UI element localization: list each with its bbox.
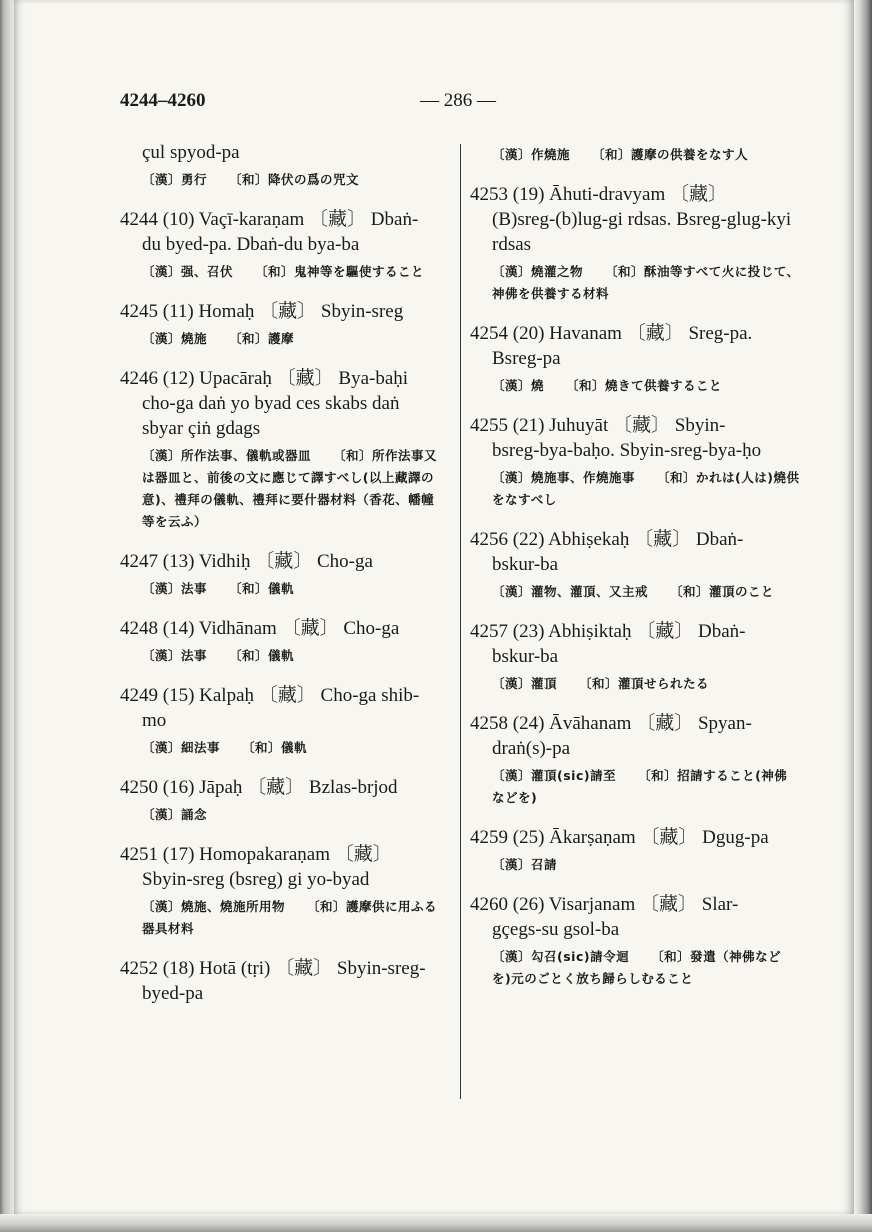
entry-headword: 4255 (21) Juhuyāt 〔藏〕 Sbyin- [470, 415, 726, 436]
entry-headword: 4245 (11) Homaḥ 〔藏〕 Sbyin-sreg [120, 301, 404, 322]
han-gloss: 燒施、燒施所用物 [181, 899, 286, 914]
entry-gloss [120, 445, 440, 533]
wa-tag: 〔和〕 [605, 264, 645, 279]
wa-gloss: かれは(人は)燒供をなすべし [492, 470, 800, 507]
dictionary-entry [470, 892, 800, 990]
entry-headword: 4246 (12) Upacāraḥ 〔藏〕 Bya-baḥi [120, 368, 409, 389]
han-gloss: 勾召(sic)請令迴 [531, 949, 630, 964]
dictionary-entry [470, 321, 800, 397]
han-tag: 〔漢〕 [492, 470, 532, 485]
entry-headword: 4248 (14) Vidhānam 〔藏〕 Cho-ga [120, 618, 400, 639]
dictionary-entry [120, 683, 440, 759]
entry-continuation: Sbyin-sreg (bsreg) gi yo-byad [142, 869, 370, 890]
entry-continuation: mo [142, 710, 167, 731]
entry-continuation: bskur-ba [492, 554, 559, 575]
wa-gloss: 護摩供に用ふる器具材料 [142, 899, 438, 936]
han-gloss: 强、召伏 [181, 264, 234, 279]
entry-headword: 4257 (23) Abhiṣiktaḥ 〔藏〕 Dbaṅ- [470, 621, 746, 642]
han-tag: 〔漢〕 [142, 648, 182, 663]
entry-gloss [120, 896, 440, 940]
han-tag: 〔漢〕 [142, 740, 182, 755]
dictionary-entry [120, 842, 440, 940]
han-tag: 〔漢〕 [142, 172, 182, 187]
entry-headword: 4249 (15) Kalpaḥ 〔藏〕 Cho-ga shib- [120, 685, 420, 706]
left-column [120, 140, 440, 1022]
entry-gloss [470, 467, 800, 511]
dictionary-entry [470, 182, 800, 305]
han-tag: 〔漢〕 [492, 676, 532, 691]
han-tag: 〔漢〕 [142, 331, 182, 346]
wa-gloss: 灌頂のこと [709, 584, 775, 599]
han-tag: 〔漢〕 [492, 264, 532, 279]
entry-gloss [120, 328, 440, 350]
entry-headword: 4247 (13) Vidhiḥ 〔藏〕 Cho-ga [120, 551, 373, 572]
wa-gloss: 降伏の爲の咒文 [268, 172, 360, 187]
han-gloss: 細法事 [181, 740, 221, 755]
wa-tag: 〔和〕 [229, 581, 269, 596]
entry-gloss [470, 854, 800, 876]
han-tag: 〔漢〕 [142, 264, 182, 279]
han-gloss: 灌物、灌頂、又主戒 [531, 584, 649, 599]
dictionary-entry [470, 413, 800, 511]
entry-continuation: cho-ga daṅ yo byad ces skabs daṅ sbyar çiṅ gdags [142, 393, 400, 439]
page-header [120, 90, 750, 120]
entry-continuation: byed-pa [142, 983, 204, 1004]
han-gloss: 誦念 [181, 807, 208, 822]
wa-gloss: 發遣（神佛などを)元のごとく放ち歸らしむること [492, 949, 782, 986]
wa-gloss: 儀軌 [268, 648, 295, 663]
han-tag: 〔漢〕 [142, 807, 182, 822]
wa-tag: 〔和〕 [333, 448, 373, 463]
entry-continuation: bsreg-bya-baḥo. Sbyin-sreg-bya-ḥo [492, 440, 762, 461]
dictionary-entry [120, 299, 440, 350]
wa-gloss: 鬼神等を驅使すること [294, 264, 425, 279]
entry-headword: 4256 (22) Abhiṣekaḥ 〔藏〕 Dbaṅ- [470, 529, 744, 550]
wa-gloss: 護摩 [268, 331, 295, 346]
column-divider [460, 144, 461, 1099]
han-gloss: 燒施事、作燒施事 [531, 470, 636, 485]
entry-gloss [470, 581, 800, 603]
han-tag: 〔漢〕 [142, 581, 182, 596]
wa-tag: 〔和〕 [229, 331, 269, 346]
entry-gloss [120, 261, 440, 283]
page-binding-right [854, 0, 872, 1232]
wa-tag: 〔和〕 [307, 899, 347, 914]
wa-gloss: 所作法事又は器皿と、前後の文に應じて譯すべし(以上藏譯の意)、禮拜の儀軌、禮拜に要什器材料（香花、幡幢等を云ふ） [142, 448, 438, 529]
dictionary-entry [470, 711, 800, 809]
entry-gloss [470, 144, 800, 166]
right-column [470, 140, 800, 1006]
entry-gloss [120, 737, 440, 759]
entry-headword: 4252 (18) Hotā (tṛi) 〔藏〕 Sbyin-sreg- [120, 958, 426, 979]
entry-gloss [470, 375, 800, 397]
entry-continuation: çul spyod-pa [142, 142, 240, 163]
wa-gloss: 儀軌 [268, 581, 295, 596]
entry-continuation: (B)sreg-(b)lug-gi rdsas. Bsreg-glug-kyi rdsas [492, 209, 792, 255]
entry-gloss [470, 765, 800, 809]
wa-tag: 〔和〕 [638, 768, 678, 783]
entry-gloss [470, 673, 800, 695]
entry-gloss [120, 804, 440, 826]
dictionary-entry [120, 366, 440, 533]
han-gloss: 灌頂(sic)請至 [531, 768, 617, 783]
entry-headword: 4250 (16) Jāpaḥ 〔藏〕 Bzlas-brjod [120, 777, 398, 798]
entry-headword: 4254 (20) Havanam 〔藏〕 Sreg-pa. [470, 323, 753, 344]
dictionary-entry [120, 549, 440, 600]
han-gloss: 法事 [181, 581, 208, 596]
page-number: — 286 — [420, 90, 496, 111]
dictionary-entry [470, 144, 800, 166]
han-gloss: 燒施 [181, 331, 208, 346]
entry-gloss [120, 645, 440, 667]
han-gloss: 作燒施 [531, 147, 571, 162]
entry-gloss [470, 946, 800, 990]
wa-tag: 〔和〕 [670, 584, 710, 599]
entry-continuation: gçegs-su gsol-ba [492, 919, 620, 940]
entry-headword: 4259 (25) Ākarṣaṇam 〔藏〕 Dgug-pa [470, 827, 769, 848]
dictionary-entry [120, 956, 440, 1006]
wa-tag: 〔和〕 [592, 147, 632, 162]
han-tag: 〔漢〕 [492, 584, 532, 599]
wa-tag: 〔和〕 [657, 470, 697, 485]
entry-headword: 4244 (10) Vaçī-karaṇam 〔藏〕 Dbaṅ- [120, 209, 419, 230]
dictionary-entry [120, 140, 440, 191]
wa-tag: 〔和〕 [242, 740, 282, 755]
dictionary-entry [120, 207, 440, 283]
wa-gloss: 招請すること(神佛などを) [492, 768, 788, 805]
dictionary-entry [120, 775, 440, 826]
han-tag: 〔漢〕 [492, 768, 532, 783]
han-gloss: 灌頂 [531, 676, 558, 691]
han-tag: 〔漢〕 [492, 949, 532, 964]
wa-tag: 〔和〕 [579, 676, 619, 691]
entry-headword: 4258 (24) Āvāhanam 〔藏〕 Spyan- [470, 713, 752, 734]
entry-continuation: draṅ(s)-pa [492, 738, 571, 759]
han-tag: 〔漢〕 [142, 448, 182, 463]
wa-gloss: 燒きて供養すること [605, 378, 723, 393]
dictionary-entry [120, 616, 440, 667]
han-gloss: 勇行 [181, 172, 208, 187]
dictionary-entry [470, 825, 800, 876]
dictionary-entry [470, 527, 800, 603]
han-tag: 〔漢〕 [492, 147, 532, 162]
wa-gloss: 灌頂せられたる [618, 676, 710, 691]
wa-gloss: 酥油等すべて火に投じて、神佛を供養する材料 [492, 264, 800, 301]
han-gloss: 召請 [531, 857, 558, 872]
entry-headword: 4251 (17) Homopakaraṇam 〔藏〕 [120, 844, 392, 865]
wa-tag: 〔和〕 [566, 378, 606, 393]
entry-headword: 4253 (19) Āhuti-dravyam 〔藏〕 [470, 184, 727, 205]
han-tag: 〔漢〕 [142, 899, 182, 914]
han-gloss: 法事 [181, 648, 208, 663]
han-tag: 〔漢〕 [492, 857, 532, 872]
wa-tag: 〔和〕 [651, 949, 691, 964]
wa-tag: 〔和〕 [255, 264, 295, 279]
han-gloss: 燒 [531, 378, 545, 393]
wa-tag: 〔和〕 [229, 172, 269, 187]
entry-gloss [120, 169, 440, 191]
dictionary-entry [470, 619, 800, 695]
wa-gloss: 護摩の供養をなす人 [631, 147, 749, 162]
page-bottom-edge [0, 1214, 872, 1232]
entry-continuation: du byed-pa. Dbaṅ-du bya-ba [142, 234, 360, 255]
wa-gloss: 儀軌 [281, 740, 308, 755]
entry-continuation: bskur-ba [492, 646, 559, 667]
wa-tag: 〔和〕 [229, 648, 269, 663]
han-gloss: 所作法事、儀軌或器皿 [181, 448, 312, 463]
entry-gloss [470, 261, 800, 305]
entry-range: 4244–4260 [120, 90, 206, 111]
han-gloss: 燒灌之物 [531, 264, 584, 279]
entry-headword: 4260 (26) Visarjanam 〔藏〕 Slar- [470, 894, 739, 915]
entry-continuation: Bsreg-pa [492, 348, 561, 369]
han-tag: 〔漢〕 [492, 378, 532, 393]
entry-gloss [120, 578, 440, 600]
